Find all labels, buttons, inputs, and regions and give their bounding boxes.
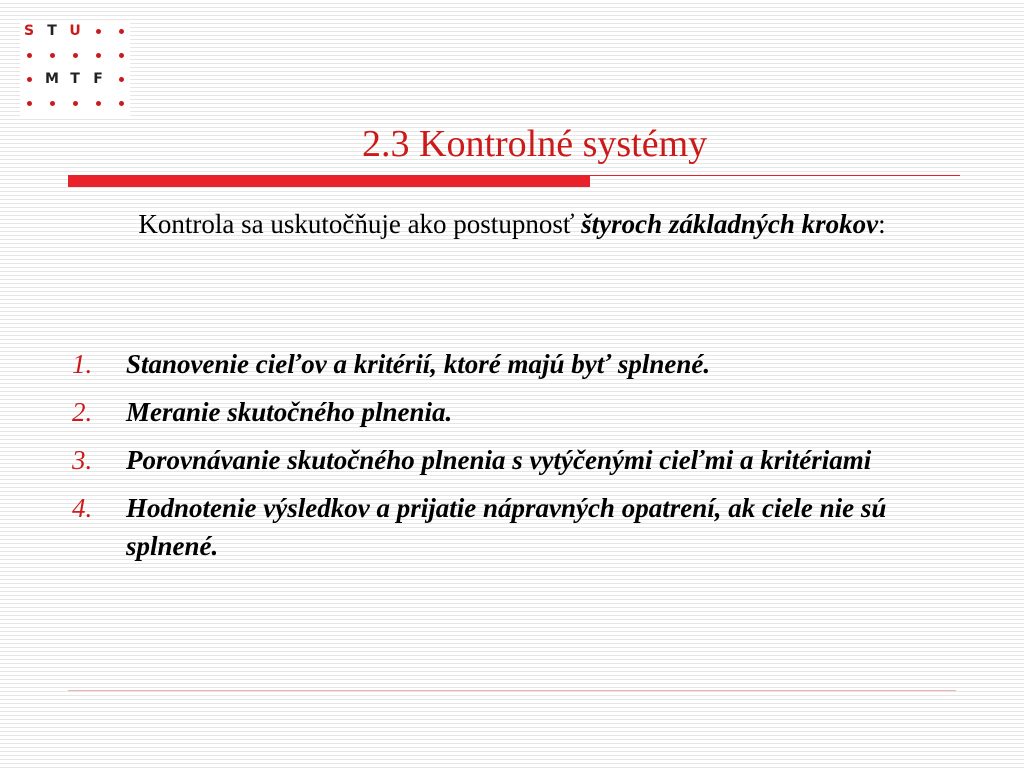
- intro-suffix: :: [878, 209, 886, 239]
- title-rule-thick: [68, 175, 590, 187]
- logo-row-1: [20, 22, 130, 40]
- step-item: [68, 345, 956, 383]
- logo-dot: [66, 94, 84, 112]
- logo-row-3: [20, 70, 130, 88]
- step-text: Stanovenie cieľov a kritérií, ktoré majú byť splnené.: [126, 349, 711, 379]
- logo-dot: [112, 22, 130, 40]
- step-number: 2.: [72, 397, 93, 427]
- footer-rule: [68, 690, 956, 691]
- logo-dot: [112, 46, 130, 64]
- logo-dot: [20, 46, 38, 64]
- logo-letter-u: U: [69, 23, 81, 39]
- logo-letter-m: M: [45, 71, 59, 87]
- step-item: [68, 441, 956, 479]
- intro-emphasis: štyroch základných krokov: [581, 209, 879, 239]
- logo-dot: [89, 94, 107, 112]
- step-text: Hodnotenie výsledkov a prijatie nápravných opatrení, ak ciele nie sú splnené.: [126, 493, 887, 561]
- logo-row-4: [20, 94, 130, 112]
- logo-dot: [89, 46, 107, 64]
- logo-dot: [20, 94, 38, 112]
- slide-title: 2.3 Kontrolné systémy: [362, 123, 708, 165]
- logo-dot: [43, 94, 61, 112]
- logo-letter-t: T: [70, 71, 80, 87]
- intro-prefix: Kontrola sa uskutočňuje ako postupnosť: [138, 209, 582, 239]
- logo-letter-f: F: [93, 71, 103, 87]
- logo-dot: [89, 22, 107, 40]
- logo-dot: [66, 46, 84, 64]
- steps-list: [68, 345, 956, 575]
- logo-dot: [20, 70, 38, 88]
- step-text: Porovnávanie skutočného plnenia s vytýčenými cieľmi a kritériami: [126, 445, 872, 475]
- logo-row-2: [20, 46, 130, 64]
- stu-mtf-logo: [20, 20, 130, 116]
- step-number: 1.: [72, 349, 93, 379]
- step-number: 3.: [72, 445, 93, 475]
- logo-letter-t: T: [47, 23, 57, 39]
- step-text: Meranie skutočného plnenia.: [126, 397, 453, 427]
- logo-dot: [43, 46, 61, 64]
- step-item: [68, 393, 956, 431]
- logo-dot: [112, 94, 130, 112]
- title-rule-thin: [590, 175, 960, 176]
- logo-dot: [112, 70, 130, 88]
- intro-paragraph: [68, 204, 956, 244]
- step-item: [68, 489, 956, 565]
- step-number: 4.: [72, 493, 93, 523]
- logo-letter-s: S: [23, 23, 35, 39]
